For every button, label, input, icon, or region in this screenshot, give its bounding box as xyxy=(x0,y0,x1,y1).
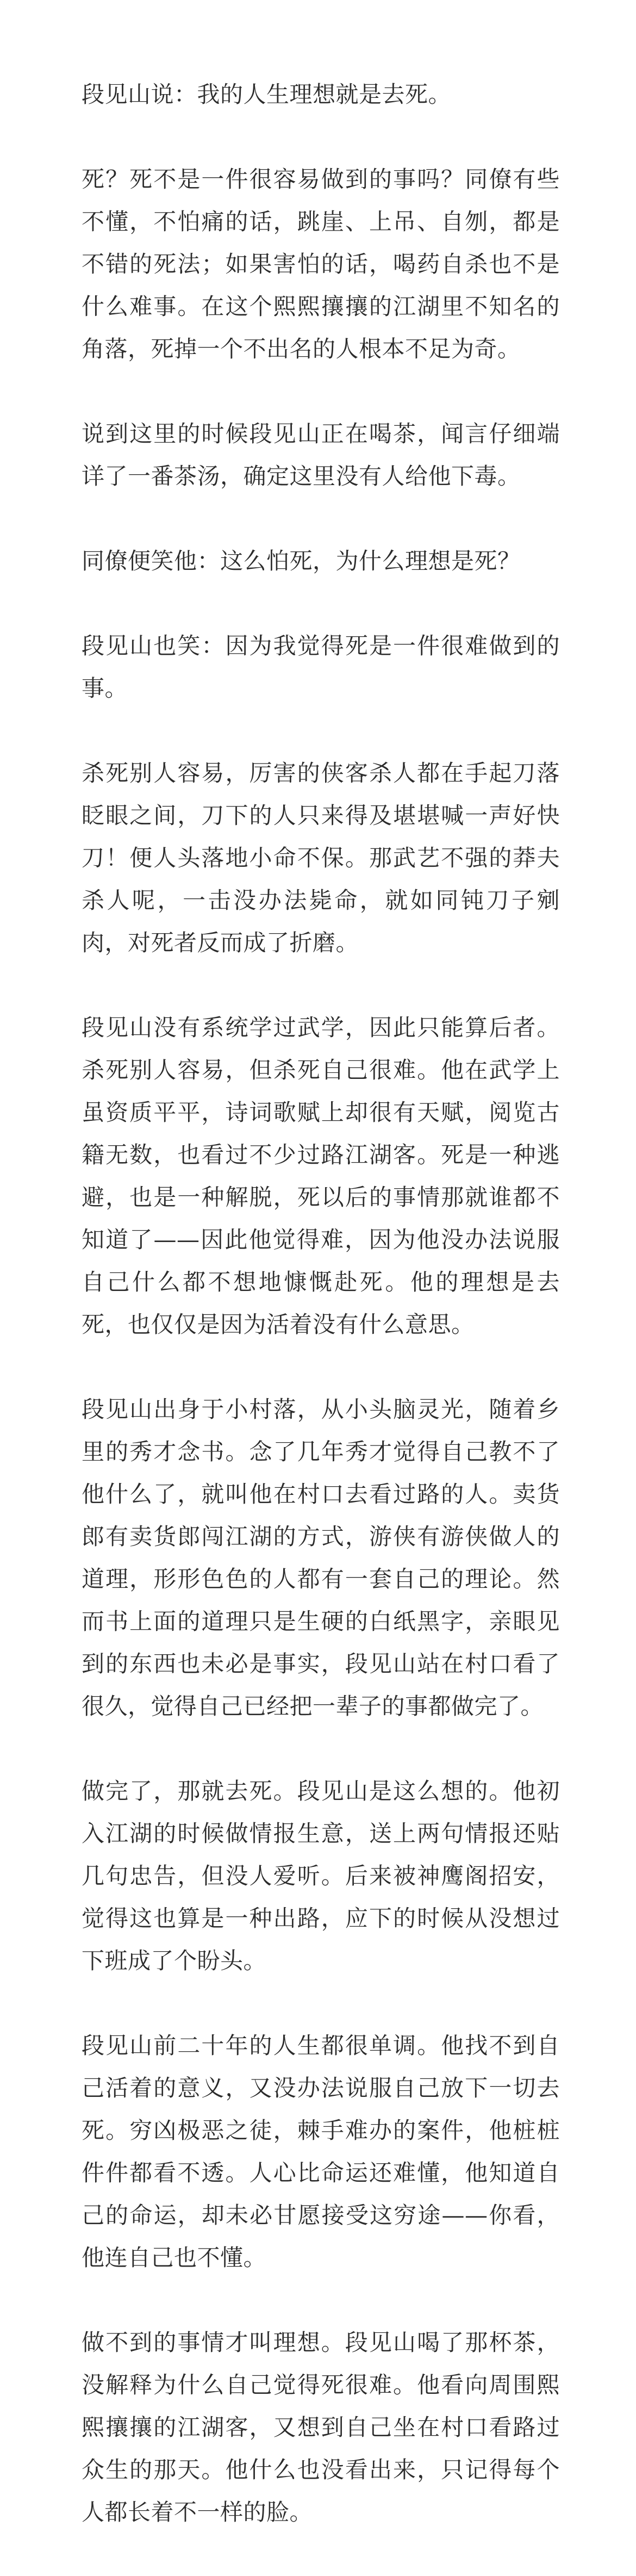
paragraph-11: 做不到的事情才叫理想。段见山喝了那杯茶，没解释为什么自己觉得死很难。他看向周围熙熙攘攘的江湖客，又想到自己坐在村口看路过众生的那天。他什么也没看出来，只记得每个人都长着不一样的脸。 xyxy=(82,2329,560,2525)
paragraph-4: 同僚便笑他：这么怕死，为什么理想是死？ xyxy=(82,548,521,574)
paragraph-2: 死？死不是一件很容易做到的事吗？同僚有些不懂，不怕痛的话，跳崖、上吊、自刎，都是不错的死法；如果害怕的话，喝药自杀也不是什么难事。在这个熙熙攘攘的江湖里不知名的角落，死掉一个不出名的人根本不足为奇。 xyxy=(82,166,560,362)
article-body xyxy=(82,73,560,2576)
paragraph-5: 段见山也笑：因为我觉得死是一件很难做到的事。 xyxy=(82,632,560,702)
paragraph-9: 做完了，那就去死。段见山是这么想的。他初入江湖的时候做情报生意，送上两句情报还贴几句忠告，但没人爱听。后来被神鹰阁招安，觉得这也算是一种出路，应下的时候从没想过下班成了个盼头。 xyxy=(82,1778,560,1974)
paragraph-10: 段见山前二十年的人生都很单调。他找不到自己活着的意义，又没办法说服自己放下一切去死。穷凶极恶之徒，棘手难办的案件，他桩桩件件都看不透。人心比命运还难懂，他知道自己的命运，却未必甘愿接受这穷途——你看，他连自己也不懂。 xyxy=(82,2032,560,2271)
paragraph-6: 杀死别人容易，厉害的侠客杀人都在手起刀落眨眼之间，刀下的人只来得及堪堪喊一声好快刀！便人头落地小命不保。那武艺不强的莽夫杀人呢，一击没办法毙命，就如同钝刀子剜肉，对死者反而成了折磨。 xyxy=(82,760,560,956)
paragraph-3: 说到这里的时候段见山正在喝茶，闻言仔细端详了一番茶汤，确定这里没有人给他下毒。 xyxy=(82,420,560,489)
paragraph-7: 段见山没有系统学过武学，因此只能算后者。杀死别人容易，但杀死自己很难。他在武学上虽资质平平，诗词歌赋上却很有天赋，阅览古籍无数，也看过不少过路江湖客。死是一种逃避，也是一种解脱，死以后的事情那就谁都不知道了——因此他觉得难，因为他没办法说服自己什么都不想地慷慨赴死。他的理想是去死，也仅仅是因为活着没有什么意思。 xyxy=(82,1014,560,1338)
paragraph-8: 段见山出身于小村落，从小头脑灵光，随着乡里的秀才念书。念了几年秀才觉得自己教不了他什么了，就叫他在村口去看过路的人。卖货郎有卖货郎闯江湖的方式，游侠有游侠做人的道理，形形色色的人都有一套自己的理论。然而书上面的道理只是生硬的白纸黑字，亲眼见到的东西也未必是事实，段见山站在村口看了很久，觉得自己已经把一辈子的事都做完了。 xyxy=(82,1396,560,1720)
paragraph-1: 段见山说：我的人生理想就是去死。 xyxy=(82,81,452,108)
